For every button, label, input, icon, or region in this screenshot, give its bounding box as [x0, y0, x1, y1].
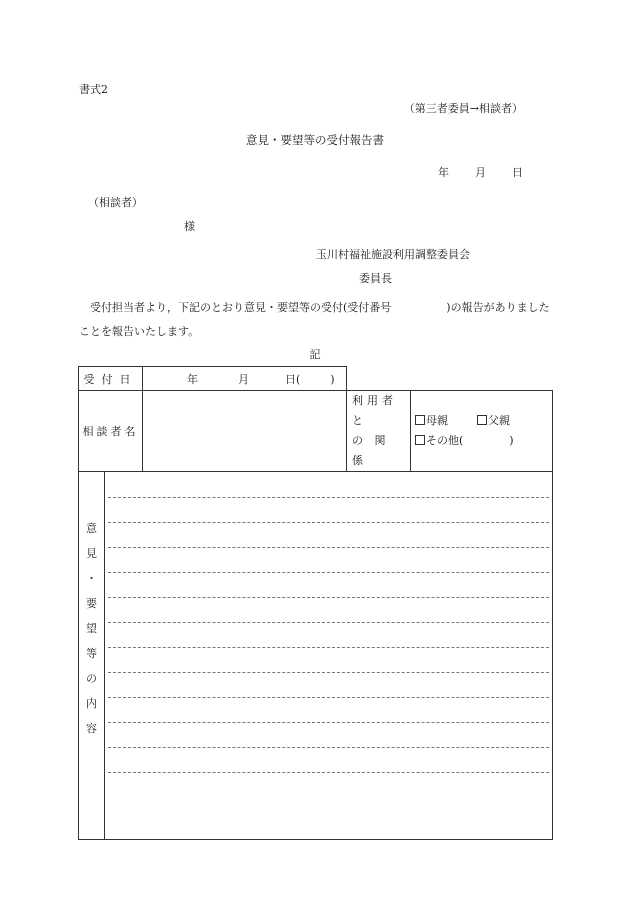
- ruled-line: [108, 522, 549, 523]
- ruled-line: [108, 597, 549, 598]
- content-writing-area[interactable]: [105, 472, 553, 840]
- receipt-year: 年: [187, 372, 198, 386]
- father-option[interactable]: [477, 414, 510, 427]
- consultant-name-field[interactable]: [143, 391, 347, 472]
- receipt-date-field[interactable]: [143, 367, 347, 391]
- content-label-char: 意: [86, 522, 97, 535]
- mother-option-label: 母親: [426, 414, 448, 427]
- ruled-line: [108, 722, 549, 723]
- other-option-label: その他(: [426, 434, 464, 447]
- ruled-line: [108, 547, 549, 548]
- ruled-line: [108, 697, 549, 698]
- ruled-line: [108, 647, 549, 648]
- content-label-char: ・: [86, 572, 97, 585]
- father-checkbox[interactable]: [477, 415, 487, 425]
- relation-label: [347, 391, 411, 472]
- month-label: 月: [475, 166, 486, 179]
- father-option-label: 父親: [488, 414, 510, 427]
- ruled-line: [108, 747, 549, 748]
- blank-cell: [347, 367, 553, 391]
- content-row: [79, 472, 553, 840]
- content-label-char: の: [86, 672, 97, 685]
- content-label-char: 望: [86, 622, 97, 635]
- content-label-char: 要: [86, 597, 97, 610]
- ruled-line: [108, 622, 549, 623]
- mother-checkbox[interactable]: [415, 415, 425, 425]
- content-label-char: 等: [86, 647, 97, 660]
- form-number: 書式2: [79, 83, 108, 96]
- ruled-line: [108, 497, 549, 498]
- consultant-row: [79, 391, 553, 472]
- receipt-date-row: [79, 367, 553, 391]
- content-label-char: 内: [86, 697, 97, 710]
- receipt-label: 受付日: [79, 367, 143, 391]
- consultant-name-label: 相談者名: [79, 391, 143, 472]
- document-date: [438, 164, 523, 180]
- document-title: 意見・要望等の受付報告書: [246, 133, 384, 147]
- receipt-weekday-close: ): [330, 372, 335, 386]
- relation-label-line1: 利用者と: [352, 394, 397, 427]
- receipt-day: 日(: [285, 372, 301, 386]
- content-label-char: 容: [86, 722, 97, 735]
- relation-options: [411, 391, 553, 472]
- ruled-line: [108, 772, 549, 773]
- sender-role: 委員長: [359, 272, 392, 285]
- content-label: [79, 472, 105, 840]
- ruled-line: [108, 672, 549, 673]
- other-option[interactable]: [415, 434, 514, 447]
- year-label: 年: [438, 166, 449, 179]
- receipt-month: 月: [238, 372, 249, 386]
- body-text: 受付担当者より，下記のとおり意見・要望等の受付(受付番号 )の報告がありましたことを報告いたします。: [79, 301, 550, 338]
- addressee-label: （相談者）: [88, 196, 143, 209]
- honorific: 様: [184, 220, 195, 233]
- other-checkbox[interactable]: [415, 435, 425, 445]
- other-option-close: ): [509, 434, 514, 447]
- content-label-char: 見: [86, 547, 97, 560]
- ki-heading: 記: [309, 348, 321, 361]
- report-form-table: [78, 366, 553, 840]
- mother-option[interactable]: [415, 414, 448, 427]
- sender-organization: 玉川村福祉施設利用調整委員会: [316, 248, 470, 261]
- route-note: （第三者委員→相談者）: [403, 102, 523, 115]
- day-label: 日: [512, 166, 523, 179]
- relation-label-line2: の 関 係: [352, 434, 390, 467]
- ruled-line: [108, 572, 549, 573]
